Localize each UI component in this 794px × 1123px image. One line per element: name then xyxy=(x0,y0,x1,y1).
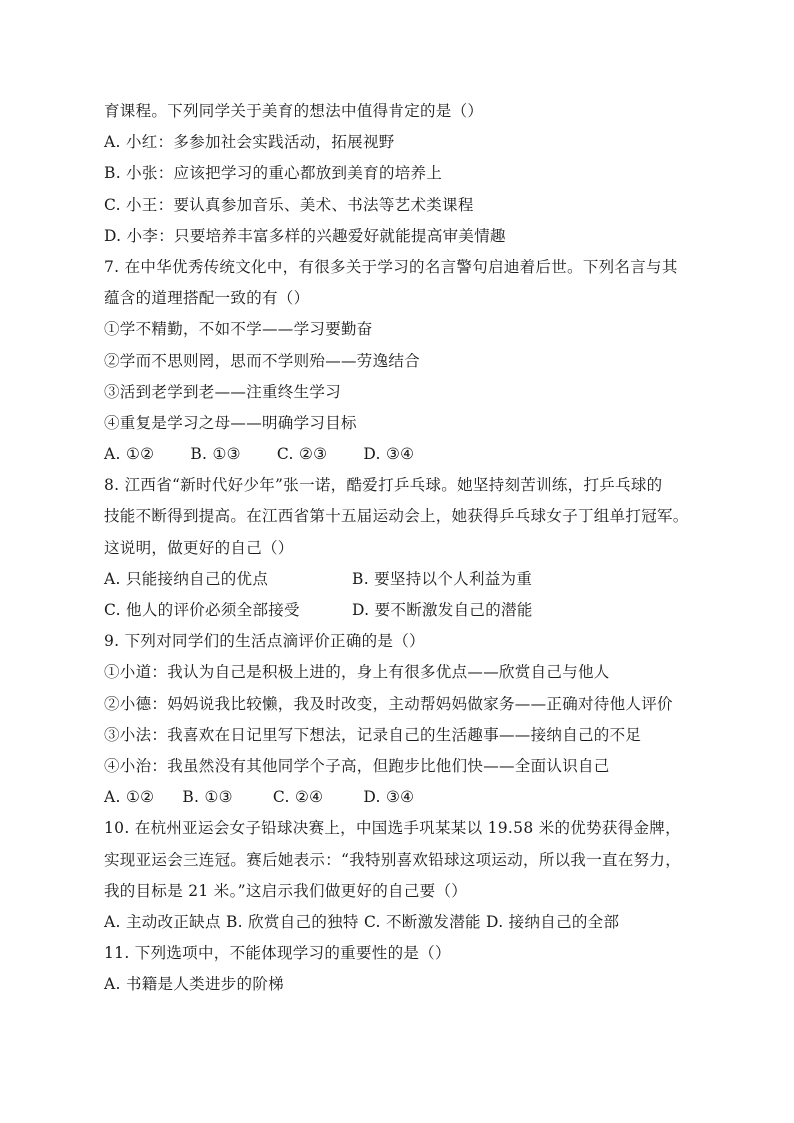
q6-option-a: A. 小红：多参加社会实践活动，拓展视野 xyxy=(104,133,395,152)
q8-option-d: D. 要不断激发自己的潜能 xyxy=(352,601,533,619)
q9-option-d: D. ③④ xyxy=(363,788,415,807)
q8-stem-line2: 技能不断得到提高。在江西省第十五届运动会上，她获得乒乓球女子丁组单打冠军。 xyxy=(104,507,689,526)
q7-option-a: A. ①② xyxy=(104,445,155,464)
q9-option-a: A. ①② xyxy=(104,788,155,807)
q11-option-a: A. 书籍是人类进步的阶梯 xyxy=(104,975,284,994)
q7-option-d: D. ③④ xyxy=(363,445,415,464)
q9-option-b: B. ①③ xyxy=(182,788,233,807)
document-page xyxy=(104,96,724,1000)
q9-statement-1: ①小道：我认为自己是积极上进的，身上有很多优点——欣赏自己与他人 xyxy=(104,663,610,682)
q7-statement-3: ③活到老学到老——注重终生学习 xyxy=(104,382,342,401)
q8-stem-line1: 8. 江西省“新时代好少年”张一诺，酷爱打乒乓球。她坚持刻苦训练，打乒乓球的 xyxy=(104,476,663,495)
q10-stem-line3: 我的目标是 21 米。”这启示我们做更好的自己要（） xyxy=(104,881,468,900)
q10-options: A. 主动改正缺点 B. 欣赏自己的独特 C. 不断激发潜能 D. 接纳自己的全部 xyxy=(104,912,620,931)
q10-stem-line1: 10. 在杭州亚运会女子铅球决赛上，中国选手巩某某以 19.58 米的优势获得金牌， xyxy=(104,819,681,838)
q9-statement-4: ④小治：我虽然没有其他同学个子高，但跑步比他们快——全面认识自己 xyxy=(104,756,610,775)
q7-stem-line2: 蕴含的道理搭配一致的有（） xyxy=(104,289,310,308)
q7-options xyxy=(104,439,724,470)
q6-option-c: C. 小王：要认真参加音乐、美术、书法等艺术类课程 xyxy=(104,195,474,214)
q7-statement-4: ④重复是学习之母——明确学习目标 xyxy=(104,413,357,432)
q7-statement-2: ②学而不思则罔，思而不学则殆——劳逸结合 xyxy=(104,351,421,370)
q8-option-b: B. 要坚持以个人利益为重 xyxy=(352,569,533,588)
q9-statement-3: ③小法：我喜欢在日记里写下想法，记录自己的生活趣事——接纳自己的不足 xyxy=(104,725,642,744)
q7-option-c: C. ②③ xyxy=(276,445,328,464)
q8-options-row2 xyxy=(104,595,724,626)
q8-option-c: C. 他人的评价必须全部接受 xyxy=(104,601,300,619)
q10-stem-line2: 实现亚运会三连冠。赛后她表示：“我特别喜欢铅球这项运动，所以我一直在努力， xyxy=(104,850,682,869)
q9-stem: 9. 下列对同学们的生活点滴评价正确的是（） xyxy=(104,632,425,651)
q9-options xyxy=(104,782,724,813)
q7-option-b: B. ①③ xyxy=(190,445,241,464)
q7-statement-1: ①学不精勤，不如不学——学习要勤奋 xyxy=(104,320,373,339)
q7-stem-line1: 7. 在中华优秀传统文化中，有很多关于学习的名言警句启迪着后世。下列名言与其 xyxy=(104,257,678,276)
q6-stem-continued: 育课程。下列同学关于美育的想法中值得肯定的是（） xyxy=(104,102,484,120)
q9-statement-2: ②小德：妈妈说我比较懒，我及时改变，主动帮妈妈做家务——正确对待他人评价 xyxy=(104,694,673,713)
q6-option-d: D. 小李：只要培养丰富多样的兴趣爱好就能提高审美情趣 xyxy=(104,226,506,245)
q6-option-b: B. 小张：应该把学习的重心都放到美育的培养上 xyxy=(104,164,443,183)
q8-stem-line3: 这说明，做更好的自己（） xyxy=(104,538,294,557)
q8-options-row1 xyxy=(104,564,724,595)
q11-stem: 11. 下列选项中，不能体现学习的重要性的是（） xyxy=(104,944,451,963)
q9-option-c: C. ②④ xyxy=(272,788,324,807)
q8-option-a: A. 只能接纳自己的优点 xyxy=(104,569,269,588)
